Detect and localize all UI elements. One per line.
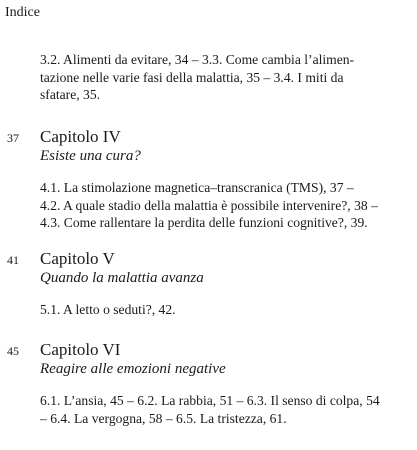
chapter-sections [40, 301, 396, 319]
section-line: 3.2. Alimenti da evitare, 34 – 3.3. Come cambia l’alimen- [40, 52, 355, 67]
section-line: 5.1. A letto o seduti?, 42. [40, 302, 176, 317]
chapter-subtitle: Esiste una cura? [40, 148, 141, 164]
running-head: Indice [5, 5, 40, 20]
chapter-title: Capitolo V [40, 249, 115, 268]
section-line: 4.1. La stimolazione magnetica–transcranica (TMS), 37 – [40, 180, 354, 195]
section-line: 4.3. Come rallentare la perdita delle funzioni cognitive?, 39. [40, 215, 368, 230]
chapter-title: Capitolo IV [40, 127, 121, 146]
chapter-subtitle: Quando la malattia avanza [40, 270, 204, 286]
chapter-sections [40, 179, 396, 232]
section-line: 6.1. L’ansia, 45 – 6.2. La rabbia, 51 – 6.3. Il senso di colpa, 54 [40, 393, 380, 408]
chapter-title: Capitolo VI [40, 340, 121, 359]
continuation-sections [40, 51, 393, 104]
chapter-page-number: 45 [7, 344, 19, 358]
section-line: – 6.4. La vergogna, 58 – 6.5. La tristezza, 61. [40, 410, 287, 426]
chapter-sections [40, 392, 396, 427]
section-line: tazione nelle varie fasi della malattia, 35 – 3.4. I miti da [40, 69, 344, 85]
section-line: sfatare, 35. [40, 87, 101, 102]
chapter-page-number: 37 [7, 131, 19, 145]
section-line: 4.2. A quale stadio della malattia è possibile intervenire?, 38 – [40, 197, 378, 213]
chapter-subtitle: Reagire alle emozioni negative [40, 361, 226, 377]
chapter-page-number: 41 [7, 253, 19, 267]
